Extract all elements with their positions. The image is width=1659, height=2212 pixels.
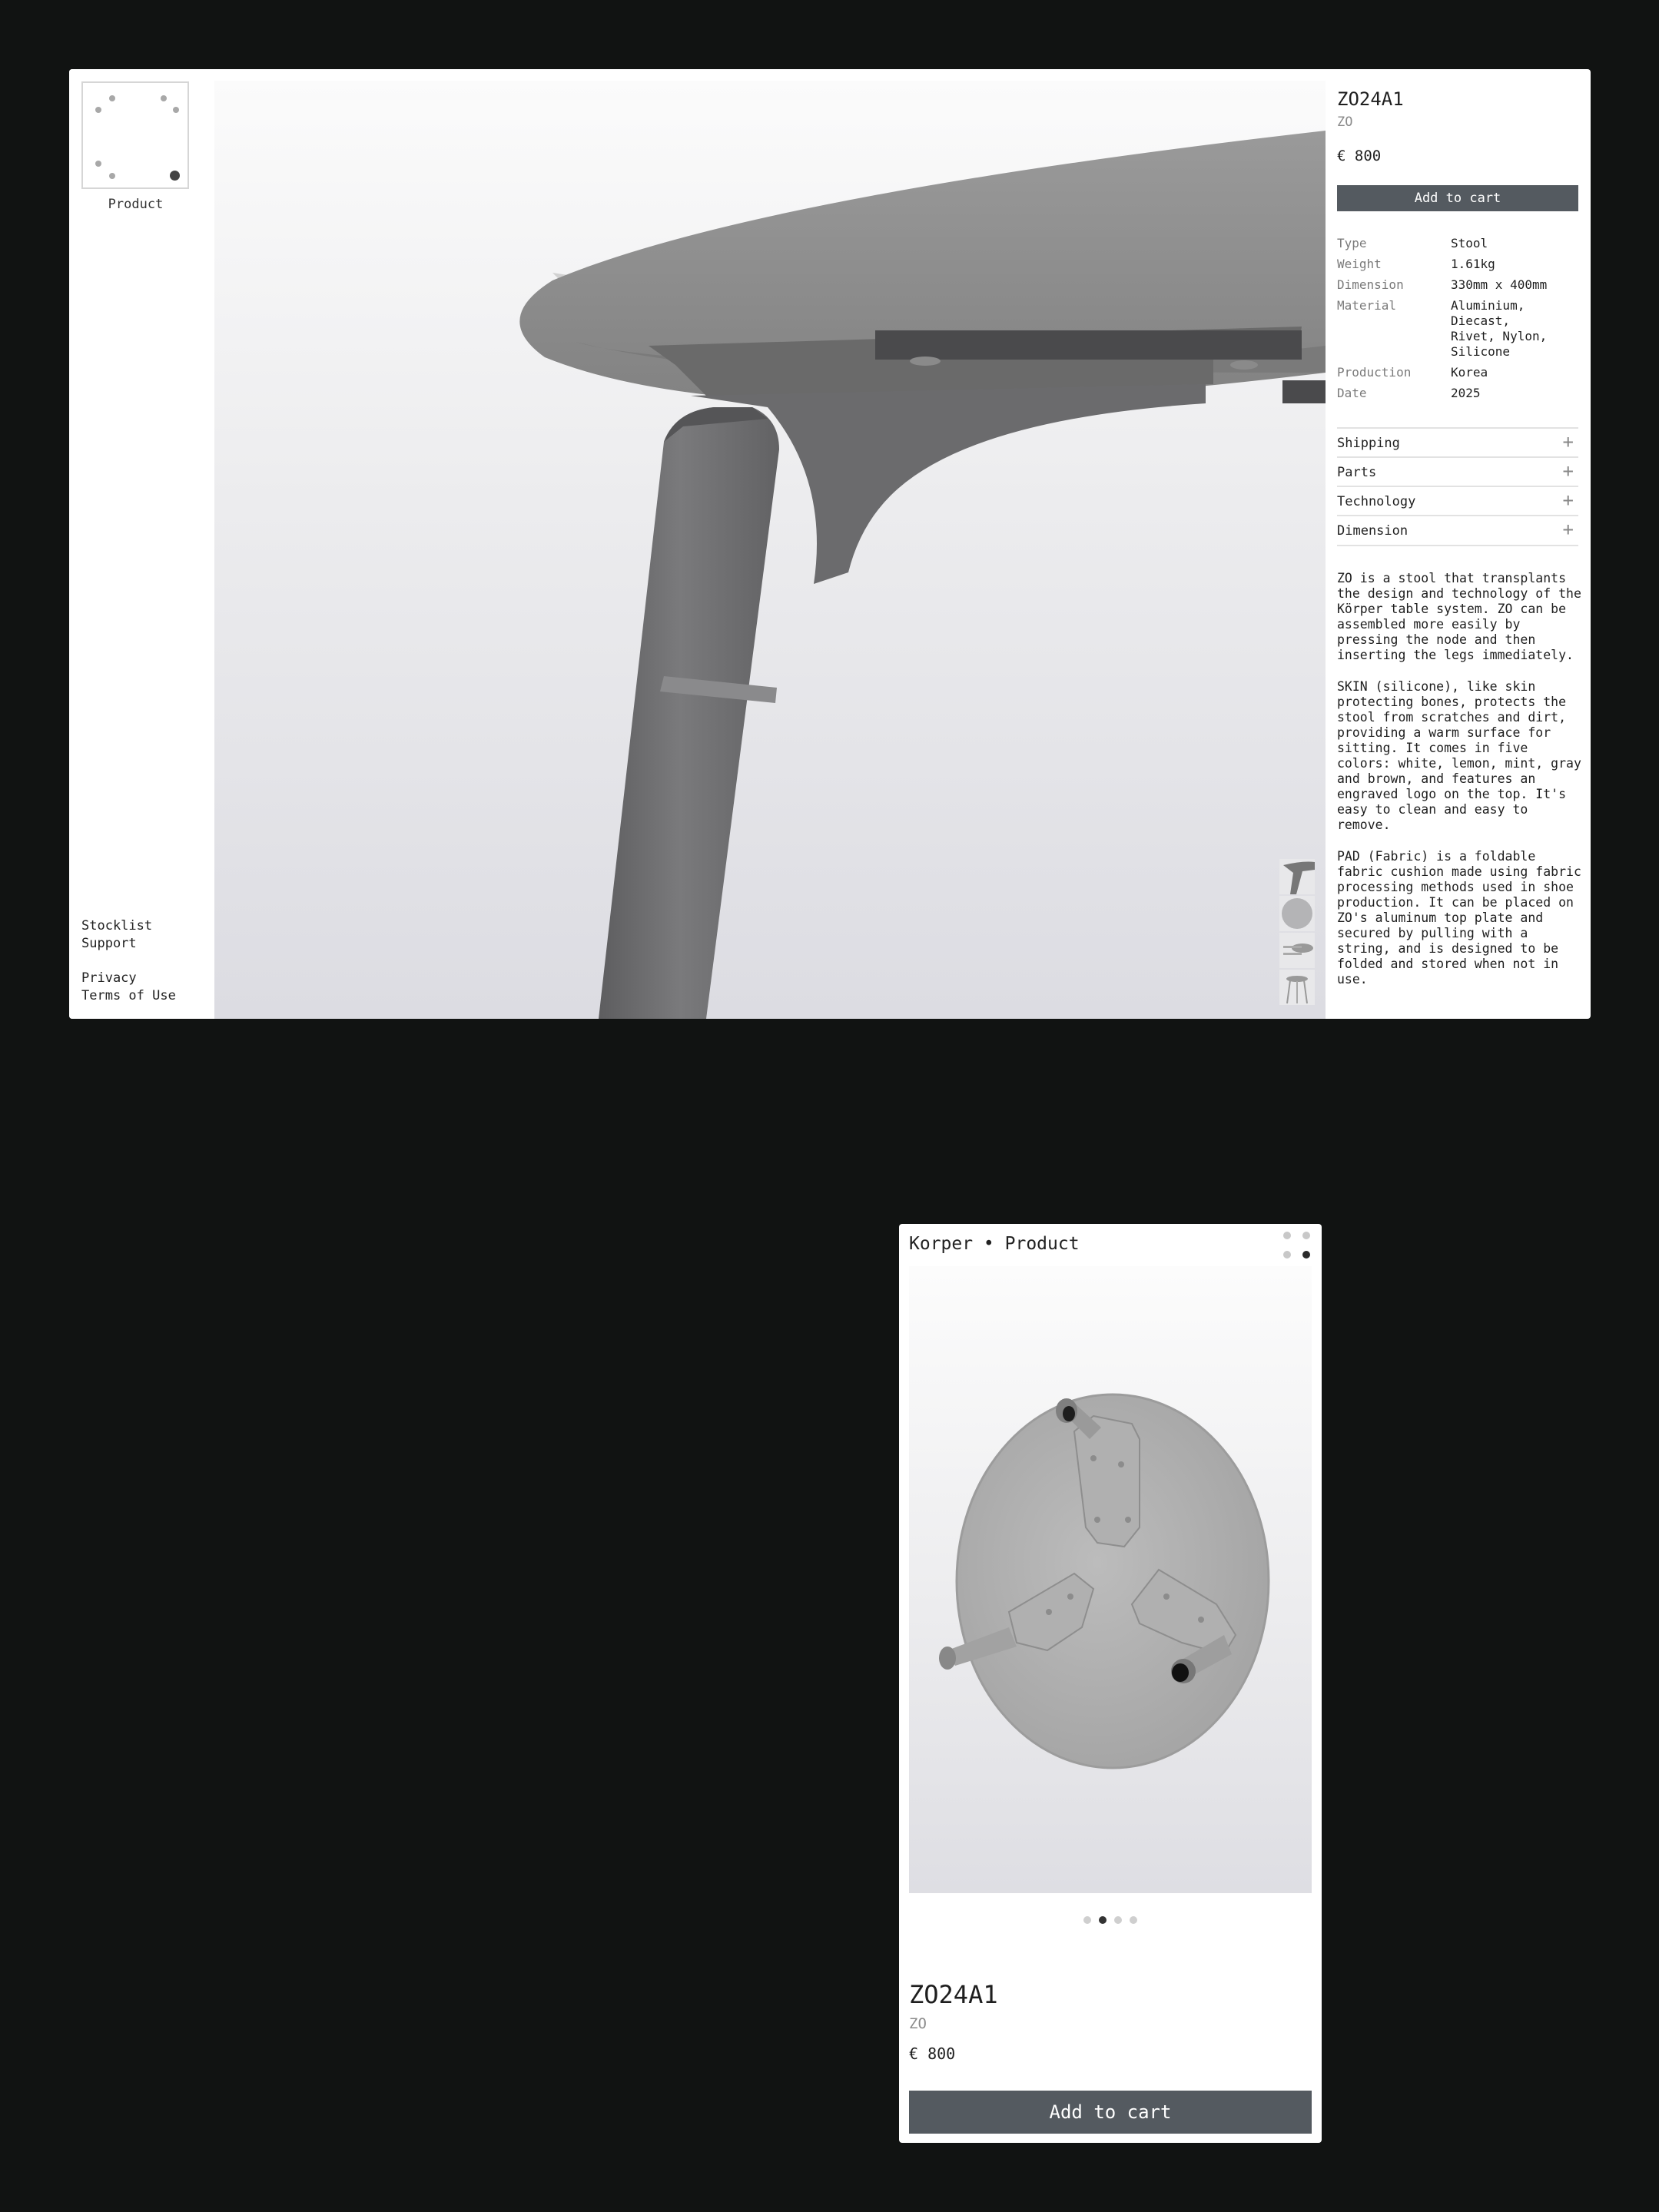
accordion-label: Dimension [1337,523,1408,539]
mobile-add-to-cart-button[interactable]: Add to cart [909,2091,1312,2134]
spec-key: Date [1337,386,1367,400]
mobile-product-price: € 800 [909,2045,956,2063]
accordion-label: Technology [1337,494,1416,509]
thumbnail-2[interactable] [1279,896,1315,931]
accordion-label: Shipping [1337,436,1400,451]
spec-table [1337,236,1578,405]
mobile-menu-icon[interactable] [899,1224,1322,1262]
pager-dot[interactable] [1083,1916,1091,1924]
product-title: ZO24A1 [1337,88,1404,110]
thumbnail-3[interactable] [1279,933,1315,968]
mobile-header-title[interactable]: Korper • Product [909,1234,1080,1254]
product-info-panel [1337,69,1581,1019]
mobile-product-image[interactable] [909,1266,1312,1893]
logo-dot-active [170,171,180,181]
accordion-label: Parts [1337,465,1377,480]
terms-link[interactable]: Terms of Use [81,988,176,1003]
logo-dot [109,95,115,101]
pager-dot-active[interactable] [1099,1916,1107,1924]
logo-dot [161,95,167,101]
add-to-cart-button[interactable]: Add to cart [1337,185,1578,211]
stool-underside-illustration [909,1266,1312,1893]
spec-key: Dimension [1337,277,1404,292]
menu-dot [1283,1232,1291,1239]
logo-dot [109,173,115,179]
description-paragraph-1: ZO is a stool that transplants the design and technology of the Körper table system. ZO can be assembled more easily by pressing the node and then inserting the legs immediately. [1337,571,1581,662]
logo-dot [173,107,179,113]
product-subtitle: ZO [1337,114,1353,130]
spec-value: 2025 [1451,386,1481,400]
menu-dot [1283,1251,1291,1259]
mobile-frame [899,1224,1322,2143]
accordion-shipping[interactable] [1337,427,1578,457]
footer-links [81,917,152,953]
product-hero-image [214,81,1326,1019]
accordion-dimension[interactable] [1337,515,1578,546]
plus-icon: + [1562,460,1574,482]
menu-dot-active [1302,1251,1310,1259]
stocklist-link[interactable]: Stocklist [81,918,153,934]
spec-value: Stool [1451,236,1488,250]
privacy-link[interactable]: Privacy [81,970,137,986]
spec-key: Production [1337,365,1412,380]
spec-value: Korea [1451,365,1488,380]
brand-logo[interactable] [81,81,189,189]
support-link[interactable]: Support [81,936,137,951]
accordion-parts[interactable] [1337,456,1578,486]
plus-icon: + [1562,489,1574,511]
product-price: € 800 [1337,148,1382,164]
spec-key: Weight [1337,257,1382,271]
mobile-product-title: ZO24A1 [909,1980,998,2009]
mobile-product-subtitle: ZO [909,2015,927,2032]
logo-dot [95,107,101,113]
description-paragraph-2: SKIN (silicone), like skin protecting bones, protects the stool from scratches and dirt, providing a warm surface for sitting. It comes in five colors: white, lemon, mint, gray and brown, and features an engraved logo on the top. It's easy to clean and easy to remove. [1337,679,1581,832]
spec-key: Type [1337,236,1367,250]
spec-value: Aluminium, Diecast, Rivet, Nylon, Silicone [1451,298,1548,359]
menu-dot [1302,1232,1310,1239]
nav-product-label[interactable]: Product [108,197,164,212]
pager-dot[interactable] [1114,1916,1122,1924]
plus-icon: + [1562,431,1574,453]
pager-dot[interactable] [1130,1916,1137,1924]
desktop-frame [69,69,1591,1019]
gallery-pager [1083,1916,1145,1925]
spec-value: 1.61kg [1451,257,1495,271]
accordion-technology[interactable] [1337,486,1578,516]
description-paragraph-3: PAD (Fabric) is a foldable fabric cushion made using fabric processing methods used in shoe production. It can be placed on ZO's aluminum top plate and secured by pulling with a string, and is designed to be folded and stored when not in use. [1337,849,1581,987]
legal-links [81,970,176,1005]
thumbnail-4[interactable] [1279,970,1315,1005]
thumbnail-1[interactable] [1279,859,1315,894]
plus-icon: + [1562,519,1574,540]
spec-value: 330mm x 400mm [1451,277,1548,292]
logo-dot [95,161,101,167]
left-sidebar [69,69,214,1019]
thumbnail-strip [1279,857,1316,1005]
spec-key: Material [1337,298,1397,313]
stool-closeup-illustration [214,81,1326,1019]
